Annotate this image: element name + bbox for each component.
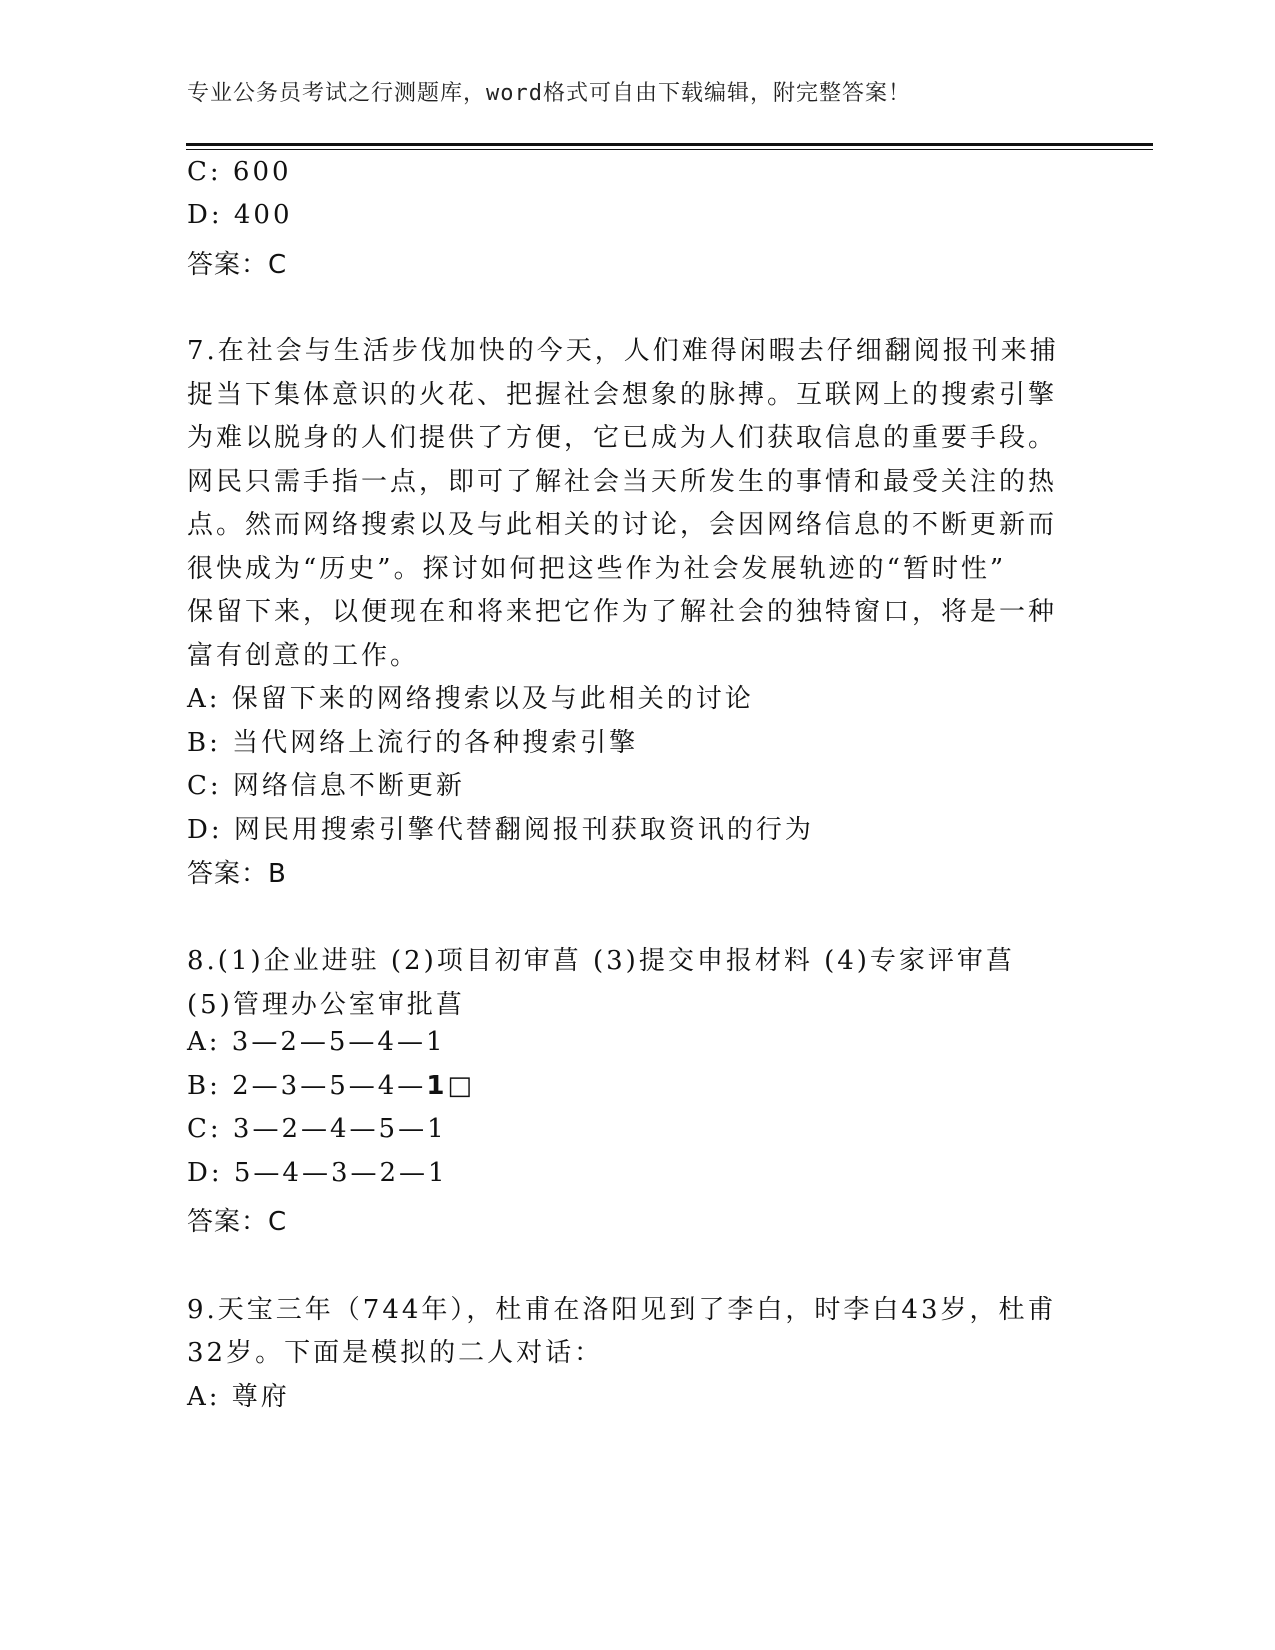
q7-stem-line: 保留下来，以便现在和将来把它作为了解社会的独特窗口，将是一种 — [187, 597, 1058, 627]
q8-option-b-text: B: 2—3—5—4— — [187, 1071, 427, 1101]
q8-option-b — [187, 1071, 475, 1101]
q8-option-a: A: 3—2—5—4—1 — [187, 1027, 446, 1057]
q8-option-d: D: 5—4—3—2—1 — [187, 1158, 448, 1188]
q8-stem-line: (5)管理办公室审批菖 — [187, 990, 465, 1020]
q8-answer: 答案：C — [187, 1207, 288, 1237]
q6-option-d: D: 400 — [187, 200, 293, 230]
q9-option-a: A: 尊府 — [187, 1382, 290, 1412]
q9-stem-line: 9.天宝三年（744年），杜甫在洛阳见到了李白，时李白43岁，杜甫 — [187, 1295, 1057, 1325]
q7-stem-line: 很快成为“历史”。探讨如何把这些作为社会发展轨迹的“暂时性” — [187, 554, 1007, 584]
q8-option-b-bold: 1 — [426, 1071, 448, 1101]
q7-stem-line: 点。然而网络搜索以及与此相关的讨论，会因网络信息的不断更新而 — [187, 510, 1058, 540]
q7-option-a: A: 保留下来的网络搜索以及与此相关的讨论 — [187, 684, 754, 714]
q7-stem-line: 为难以脱身的人们提供了方便，它已成为人们获取信息的重要手段。 — [187, 423, 1058, 453]
header-rule-thick — [186, 143, 1153, 146]
q7-answer: 答案：B — [187, 859, 287, 889]
q7-stem-line: 7.在社会与生活步伐加快的今天，人们难得闲暇去仔细翻阅报刊来捕 — [187, 336, 1059, 366]
q9-stem-line: 32岁。下面是模拟的二人对话： — [187, 1338, 604, 1368]
q7-option-c: C: 网络信息不断更新 — [187, 771, 465, 801]
q8-option-b-box: □ — [447, 1071, 475, 1101]
q7-stem-line: 富有创意的工作。 — [187, 641, 420, 671]
page-header: 专业公务员考试之行测题库，word格式可自由下载编辑，附完整答案！ — [187, 81, 911, 106]
q7-stem-line: 网民只需手指一点，即可了解社会当天所发生的事情和最受关注的热 — [187, 467, 1058, 497]
q6-answer: 答案：C — [187, 250, 288, 280]
q7-option-d: D: 网民用搜索引擎代替翻阅报刊获取资讯的行为 — [187, 815, 814, 845]
q7-option-b: B: 当代网络上流行的各种搜索引擎 — [187, 728, 639, 758]
header-rule-thin — [186, 149, 1153, 150]
q7-stem-line: 捉当下集体意识的火花、把握社会想象的脉搏。互联网上的搜索引擎 — [187, 380, 1058, 410]
q8-stem-line: 8.(1)企业进驻 (2)项目初审菖 (3)提交申报材料 (4)专家评审菖 — [187, 946, 1015, 976]
q8-option-c: C: 3—2—4—5—1 — [187, 1114, 447, 1144]
q6-option-c: C: 600 — [187, 157, 292, 187]
